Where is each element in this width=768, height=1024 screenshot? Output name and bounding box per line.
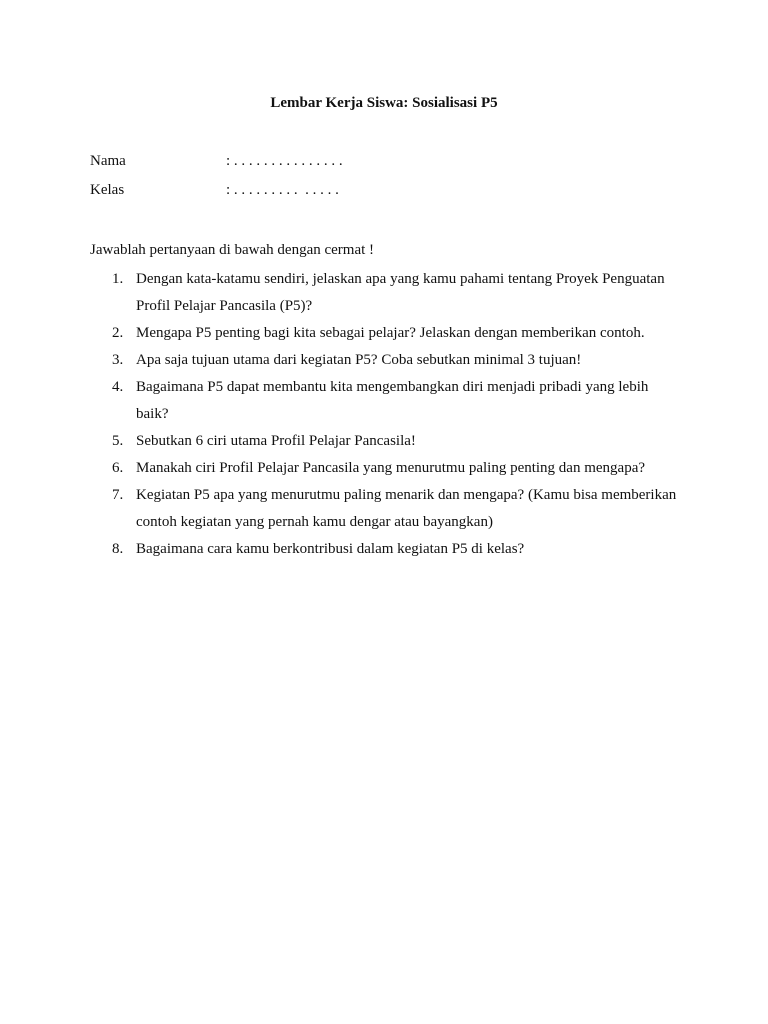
question-text: Kegiatan P5 apa yang menurutmu paling menarik dan mengapa? (Kamu bisa memberikan contoh kegiatan yang pernah kamu dengar atau bayangkan) [136, 487, 677, 530]
question-text: Bagaimana P5 dapat membantu kita mengembangkan diri menjadi pribadi yang lebih baik? [136, 379, 649, 422]
question-item [90, 266, 680, 320]
question-number: 3. [112, 352, 124, 368]
nama-label: Nama [90, 153, 126, 169]
question-number: 8. [112, 541, 124, 557]
page-title: Lembar Kerja Siswa: Sosialisasi P5 [270, 95, 498, 111]
question-number: 2. [112, 325, 124, 341]
nama-value: : . . . . . . . . . . . . . . . [226, 153, 343, 169]
question-text: Apa saja tujuan utama dari kegiatan P5? Coba sebutkan minimal 3 tujuan! [136, 352, 582, 368]
question-item [90, 482, 680, 536]
question-item [90, 428, 680, 455]
question-number: 1. [112, 271, 124, 287]
question-item [90, 347, 680, 374]
question-number: 6. [112, 460, 124, 476]
kelas-value: : . . . . . . . . . . . . . . [226, 182, 339, 198]
question-list [90, 266, 680, 563]
question-item [90, 536, 680, 563]
question-number: 4. [112, 379, 124, 395]
instruction-text: Jawablah pertanyaan di bawah dengan cermat ! [90, 242, 375, 258]
question-text: Bagaimana cara kamu berkontribusi dalam kegiatan P5 di kelas? [136, 541, 525, 557]
kelas-label: Kelas [90, 182, 125, 198]
question-item [90, 374, 680, 428]
question-text: Dengan kata-katamu sendiri, jelaskan apa yang kamu pahami tentang Proyek Penguatan Profil Pelajar Pancasila (P5)? [136, 271, 665, 314]
question-text: Mengapa P5 penting bagi kita sebagai pelajar? Jelaskan dengan memberikan contoh. [136, 325, 645, 341]
question-item [90, 320, 680, 347]
question-item [90, 455, 680, 482]
question-text: Sebutkan 6 ciri utama Profil Pelajar Pancasila! [136, 433, 416, 449]
question-number: 7. [112, 487, 124, 503]
question-text: Manakah ciri Profil Pelajar Pancasila yang menurutmu paling penting dan mengapa? [136, 460, 646, 476]
question-number: 5. [112, 433, 124, 449]
